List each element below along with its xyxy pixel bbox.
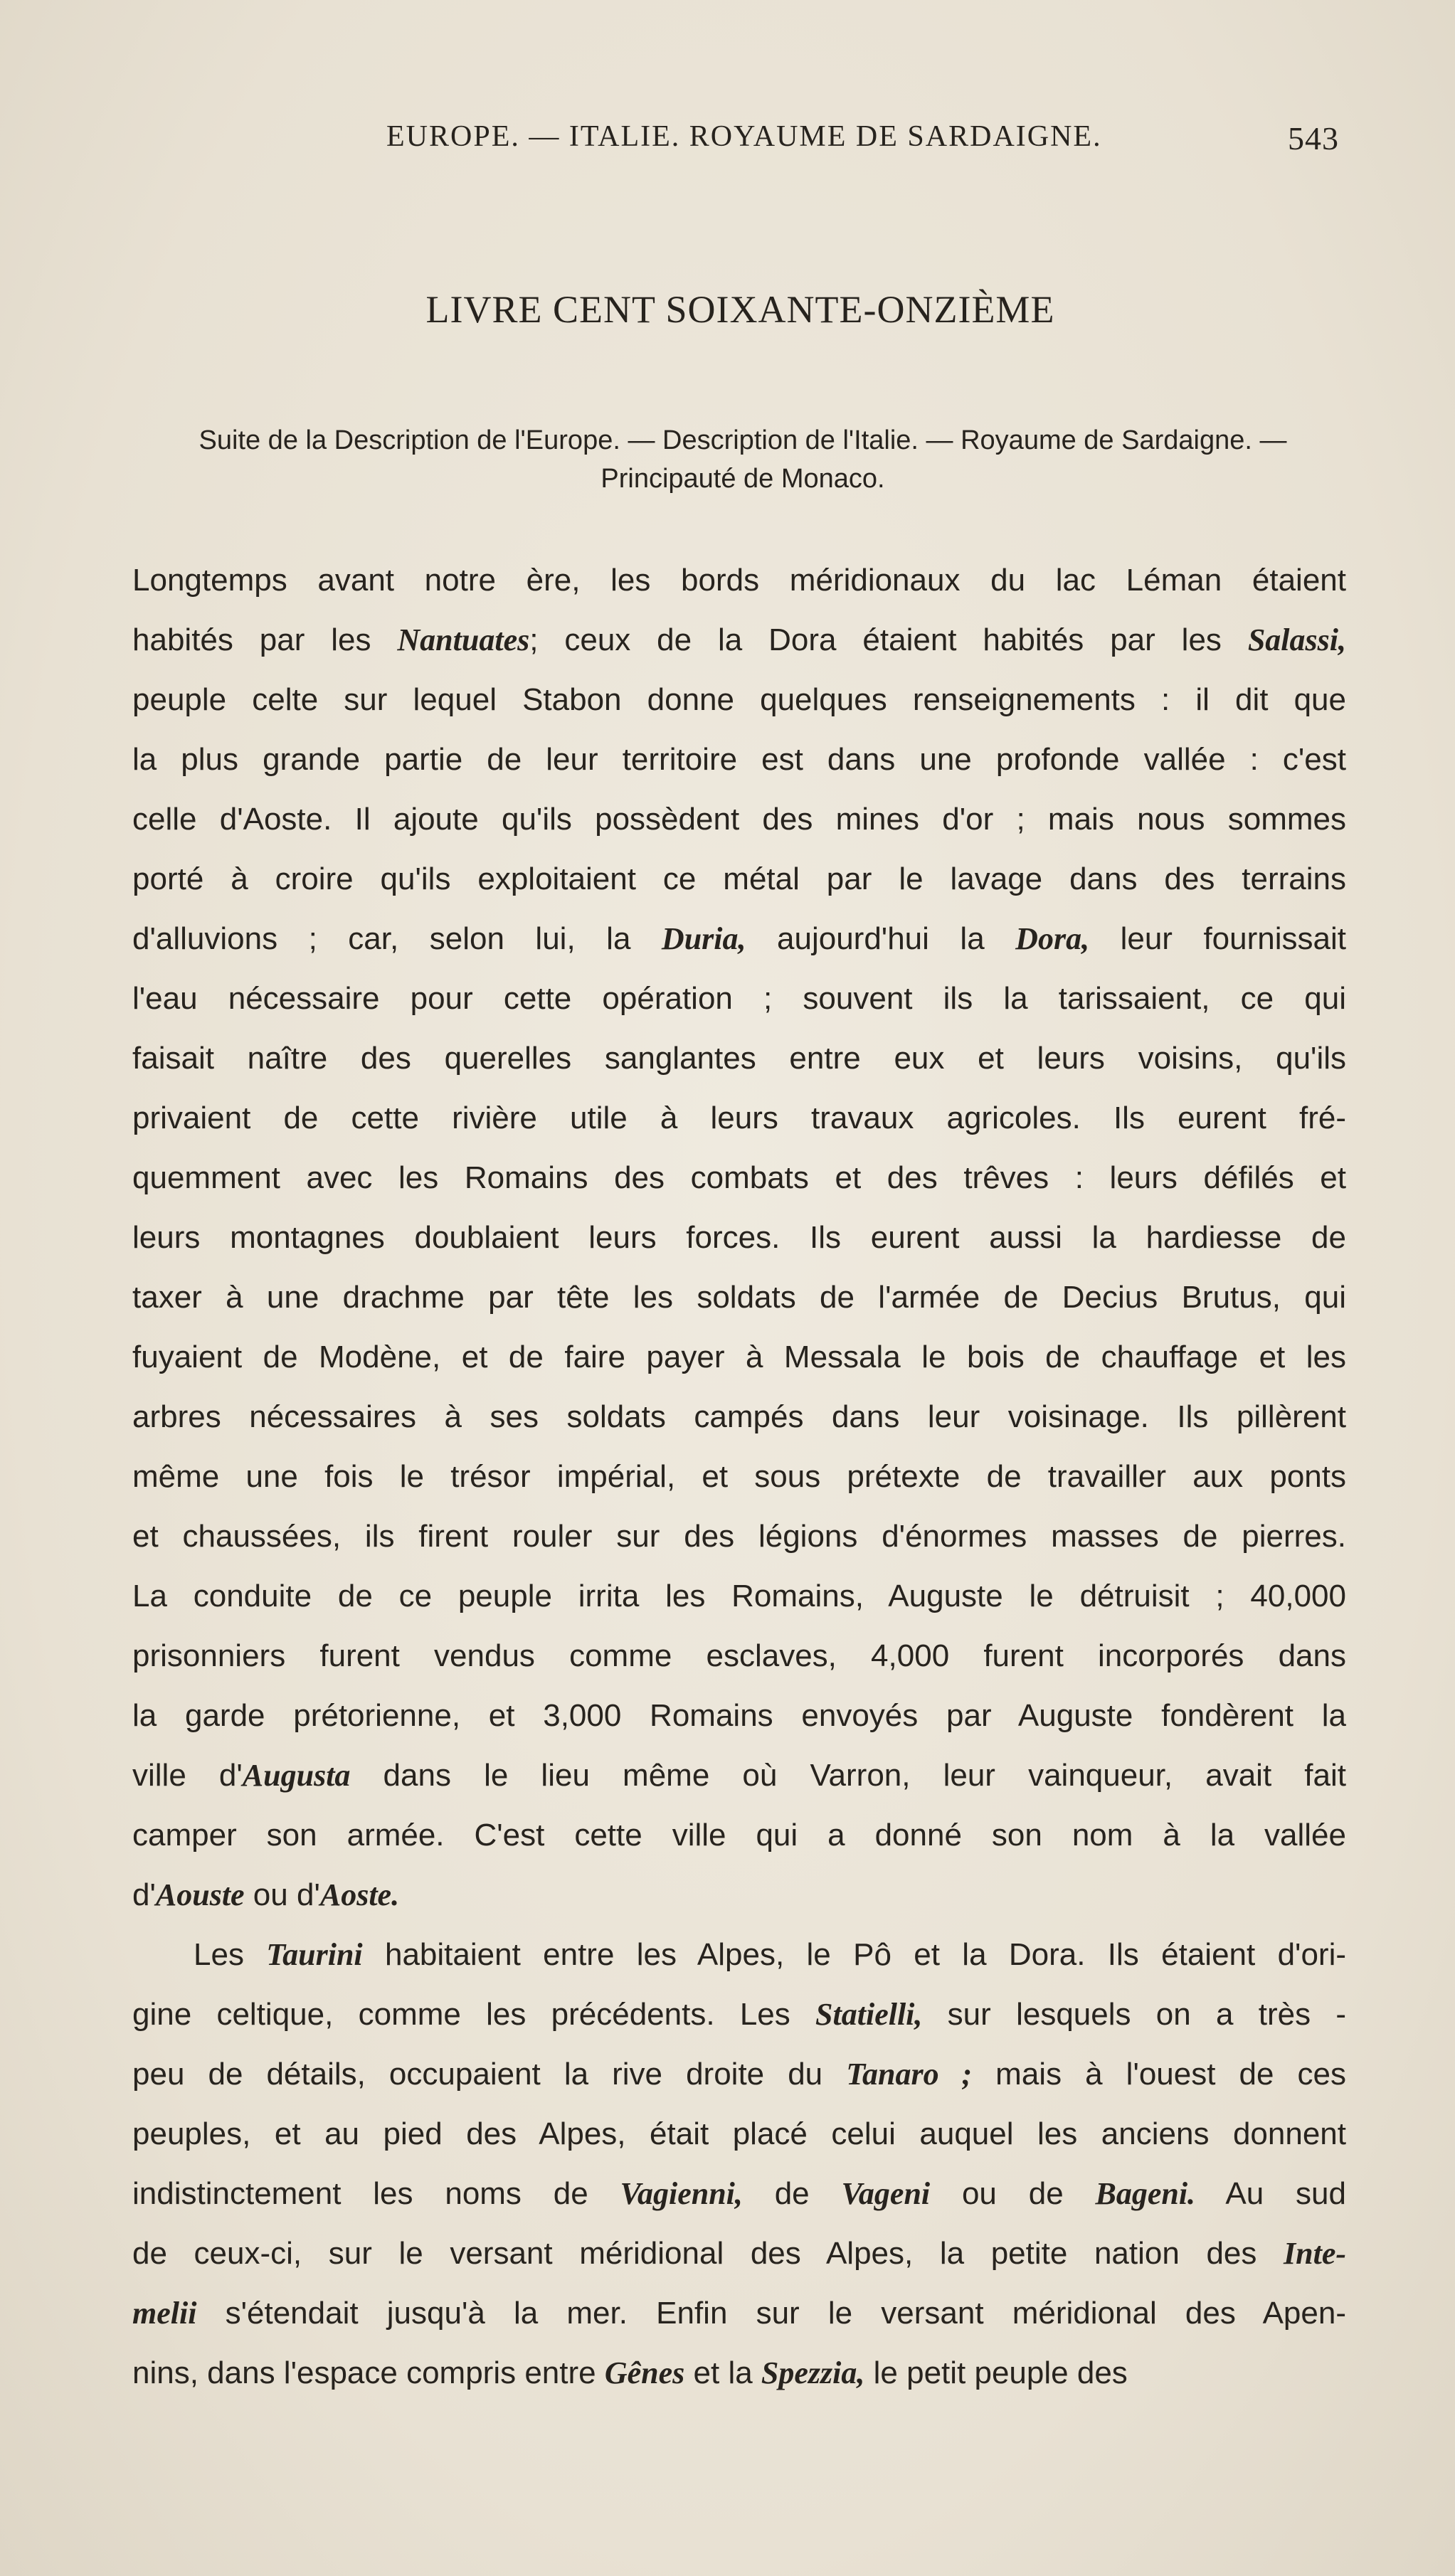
text-run: le petit peuple des [864, 2355, 1128, 2390]
text-line [132, 790, 1346, 849]
text-line [132, 1626, 1346, 1686]
text-line [132, 1806, 1346, 1865]
italic-term: Taurini [266, 1937, 363, 1972]
running-header [0, 120, 1455, 162]
italic-term: Spezzia, [761, 2355, 865, 2390]
text-run: porté à croire qu'ils exploitaient ce métal par le lavage dans des terrains [132, 862, 1346, 896]
text-line [132, 2224, 1346, 2284]
text-line [132, 1447, 1346, 1507]
text-run: leur fournissait [1089, 921, 1346, 956]
text-line [132, 1088, 1346, 1148]
text-line [132, 1746, 1346, 1806]
text-line [132, 1507, 1346, 1567]
text-run: faisait naître des querelles sanglantes entre eux et leurs voisins, qu'ils [132, 1041, 1346, 1076]
italic-term: Statielli, [815, 1997, 923, 2032]
text-run: de ceux-ci, sur le versant méridional des Alpes, la petite nation des [132, 2236, 1284, 2271]
italic-term: Vagienni, [620, 2176, 743, 2211]
text-run: privaient de cette rivière utile à leurs travaux agricoles. Ils eurent fré- [132, 1101, 1346, 1135]
italic-term: Bageni. [1095, 2176, 1196, 2211]
italic-term: Vageni [841, 2176, 931, 2211]
text-run: celle d'Aoste. Il ajoute qu'ils possèdent des mines d'or ; mais nous sommes [132, 802, 1346, 837]
text-line [132, 730, 1346, 790]
text-run: s'étendait jusqu'à la mer. Enfin sur le versant méridional des Apen- [196, 2296, 1346, 2331]
text-line [132, 1268, 1346, 1327]
text-run: la plus grande partie de leur territoire est dans une profonde vallée : c'est [132, 742, 1346, 777]
text-run: ville d' [132, 1758, 243, 1793]
text-line [132, 1865, 1346, 1925]
text-run: aujourd'hui la [746, 921, 1016, 956]
text-line [132, 2104, 1346, 2164]
text-run: Au sud [1195, 2176, 1346, 2211]
italic-term: melii [132, 2296, 197, 2331]
text-line [132, 2284, 1346, 2343]
text-line [132, 2343, 1346, 2403]
text-run: peuples, et au pied des Alpes, était placé celui auquel les anciens donnent [132, 2116, 1346, 2151]
text-line [132, 1387, 1346, 1447]
text-run: La conduite de ce peuple irrita les Romains, Auguste le détruisit ; 40,000 [132, 1579, 1346, 1613]
text-run: d'alluvions ; car, selon lui, la [132, 921, 662, 956]
italic-term: Duria, [661, 921, 746, 956]
italic-term: Tanaro ; [846, 2057, 973, 2092]
text-line [132, 849, 1346, 909]
text-run: nins, dans l'espace compris entre [132, 2355, 605, 2390]
text-line [132, 610, 1346, 670]
text-line [132, 670, 1346, 730]
text-run: et chaussées, ils firent rouler sur des légions d'énormes masses de pierres. [132, 1519, 1346, 1554]
text-run: peuple celte sur lequel Stabon donne quelques renseignements : il dit que [132, 682, 1346, 717]
text-line [132, 2045, 1346, 2104]
text-run: camper son armée. C'est cette ville qui a donné son nom à la vallée [132, 1818, 1346, 1853]
page-number: 543 [1288, 120, 1339, 157]
text-run: de [742, 2176, 842, 2211]
text-run: et la [684, 2355, 761, 2390]
text-run: ou de [930, 2176, 1096, 2211]
text-line [132, 1208, 1346, 1268]
text-line [132, 909, 1346, 969]
text-run: habités par les [132, 622, 398, 657]
text-run: indistinctement les noms de [132, 2176, 620, 2211]
text-run: Longtemps avant notre ère, les bords méridionaux du lac Léman étaient [132, 563, 1346, 598]
text-run: dans le lieu même où Varron, leur vainqueur, avait fait [350, 1758, 1346, 1793]
book-title: LIVRE CENT SOIXANTE-ONZIÈME [425, 288, 1055, 331]
text-run: la garde prétorienne, et 3,000 Romains envoyés par Auguste fondèrent la [132, 1698, 1346, 1733]
text-line [132, 1029, 1346, 1088]
text-line [132, 1686, 1346, 1746]
text-line [132, 1148, 1346, 1208]
text-run: peu de détails, occupaient la rive droite du [132, 2057, 847, 2092]
text-run: ; ceux de la Dora étaient habités par les [529, 622, 1248, 657]
text-run: mais à l'ouest de ces [972, 2057, 1346, 2092]
text-run: leurs montagnes doublaient leurs forces. Ils eurent aussi la hardiesse de [132, 1220, 1346, 1255]
chapter-summary: Suite de la Description de l'Europe. — Description de l'Italie. — Royaume de Sardaigne. — Principauté de Monaco. [199, 425, 1287, 494]
text-run: même une fois le trésor impérial, et sous prétexte de travailler aux ponts [132, 1459, 1346, 1494]
italic-term: Gênes [604, 2355, 685, 2390]
italic-term: Nantuates [397, 622, 530, 657]
italic-term: Inte- [1284, 2236, 1346, 2271]
text-run: Les [194, 1937, 267, 1972]
text-line [132, 1567, 1346, 1626]
body-text [132, 551, 1346, 2403]
text-run: sur lesquels on a très - [922, 1997, 1346, 2032]
text-run: habitaient entre les Alpes, le Pô et la Dora. Ils étaient d'ori- [362, 1937, 1346, 1972]
text-line [132, 969, 1346, 1029]
text-run: quemment avec les Romains des combats et des trêves : leurs défilés et [132, 1160, 1346, 1195]
text-run: gine celtique, comme les précédents. Les [132, 1997, 816, 2032]
text-run: l'eau nécessaire pour cette opération ; souvent ils la tarissaient, ce qui [132, 981, 1346, 1016]
text-line [132, 1985, 1346, 2045]
text-run: fuyaient de Modène, et de faire payer à Messala le bois de chauffage et les [132, 1340, 1346, 1374]
text-run: taxer à une drachme par tête les soldats de l'armée de Decius Brutus, qui [132, 1280, 1346, 1315]
text-run: d' [132, 1877, 156, 1912]
italic-term: Salassi, [1247, 622, 1346, 657]
text-run: ou d' [244, 1877, 320, 1912]
text-line [132, 1925, 1346, 1985]
text-run: arbres nécessaires à ses soldats campés dans leur voisinage. Ils pillèrent [132, 1399, 1346, 1434]
text-run: prisonniers furent vendus comme esclaves, 4,000 furent incorporés dans [132, 1638, 1346, 1673]
running-title: EUROPE. — ITALIE. ROYAUME DE SARDAIGNE. [386, 120, 1102, 153]
italic-term: Dora, [1015, 921, 1090, 956]
text-line [132, 2164, 1346, 2224]
text-line [132, 551, 1346, 610]
text-line [132, 1327, 1346, 1387]
italic-term: Aouste [155, 1877, 245, 1912]
italic-term: Aoste. [319, 1877, 400, 1912]
italic-term: Augusta [242, 1758, 351, 1793]
